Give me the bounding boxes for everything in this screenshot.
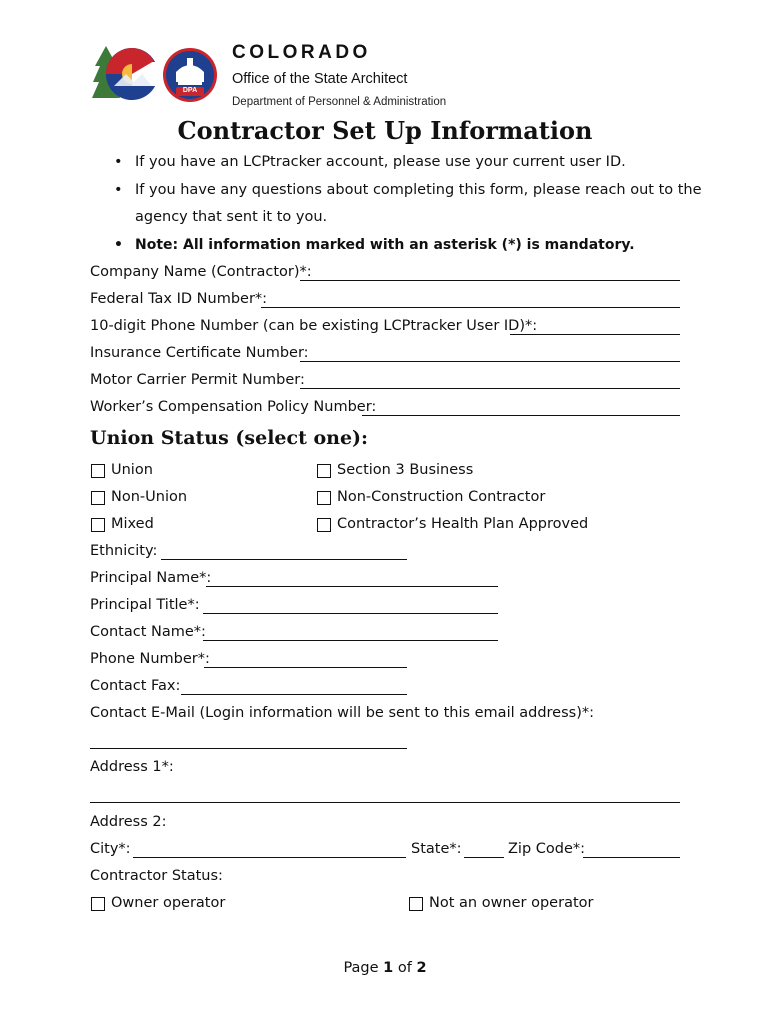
- insurance-field[interactable]: [300, 361, 680, 362]
- motor-carrier-field[interactable]: [300, 388, 680, 389]
- address1-label: Address 1*:: [90, 759, 174, 775]
- field-tax-id-label: Federal Tax ID Number*:: [90, 291, 268, 307]
- owner-operator-label: Owner operator: [111, 895, 226, 911]
- health-plan-checkbox[interactable]: [317, 518, 331, 532]
- logo-badge-text: DPA: [182, 87, 198, 94]
- zip-label: Zip Code*:: [508, 841, 586, 857]
- office-name: Office of the State Architect: [232, 71, 408, 87]
- address1-field[interactable]: [90, 802, 680, 803]
- not-owner-operator-checkbox[interactable]: [409, 897, 423, 911]
- page-current: 1: [383, 960, 394, 976]
- phone-number-field[interactable]: [204, 667, 407, 668]
- bullet-lcptracker: • If you have an LCPtracker account, please use your current user ID.: [135, 154, 626, 170]
- page-word: Page: [343, 960, 379, 976]
- phone-id-field[interactable]: [510, 334, 680, 335]
- section3-checkbox[interactable]: [317, 464, 331, 478]
- bullet-questions-cont: agency that sent it to you.: [135, 209, 328, 225]
- field-workers-comp-label: Worker’s Compensation Policy Number:: [90, 399, 377, 415]
- zip-field[interactable]: [583, 857, 680, 858]
- contact-fax-field[interactable]: [181, 694, 407, 695]
- union-checkbox[interactable]: [91, 464, 105, 478]
- non-construction-label: Non-Construction Contractor: [337, 489, 546, 505]
- contact-email-field[interactable]: [90, 748, 407, 749]
- owner-operator-checkbox[interactable]: [91, 897, 105, 911]
- bullet-questions: • If you have any questions about completing this form, please reach out to the: [135, 182, 702, 198]
- section3-label: Section 3 Business: [337, 462, 474, 478]
- city-label: City*:: [90, 841, 131, 857]
- field-motor-carrier-label: Motor Carrier Permit Number:: [90, 372, 305, 388]
- contact-name-field[interactable]: [203, 640, 498, 641]
- union-label: Union: [111, 462, 153, 478]
- city-field[interactable]: [133, 857, 406, 858]
- department-name: Department of Personnel & Administration: [232, 96, 447, 108]
- page-title: Contractor Set Up Information: [177, 116, 593, 145]
- ethnicity-label: Ethnicity:: [90, 543, 158, 559]
- contractor-status-label: Contractor Status:: [90, 868, 223, 884]
- field-company-name-label: Company Name (Contractor)*:: [90, 264, 312, 280]
- contact-email-label: Contact E-Mail (Login information will be sent to this email address)*:: [90, 705, 594, 721]
- of-word: of: [397, 960, 412, 976]
- page-number: [0, 960, 770, 976]
- colorado-logo-icon: [92, 44, 222, 106]
- contact-name-label: Contact Name*:: [90, 624, 206, 640]
- page-total: 2: [416, 960, 427, 976]
- workers-comp-field[interactable]: [362, 415, 680, 416]
- principal-title-label: Principal Title*:: [90, 597, 200, 613]
- bullet-note: • Note: All information marked with an asterisk (*) is mandatory.: [135, 237, 635, 253]
- state-field[interactable]: [464, 857, 504, 858]
- state-label: State*:: [411, 841, 462, 857]
- principal-name-field[interactable]: [206, 586, 498, 587]
- ethnicity-field[interactable]: [161, 559, 407, 560]
- mixed-label: Mixed: [111, 516, 154, 532]
- field-insurance-label: Insurance Certificate Number:: [90, 345, 309, 361]
- non-union-label: Non-Union: [111, 489, 188, 505]
- non-construction-checkbox[interactable]: [317, 491, 331, 505]
- union-status-heading: Union Status (select one):: [90, 427, 369, 449]
- principal-name-label: Principal Name*:: [90, 570, 212, 586]
- tax-id-field[interactable]: [261, 307, 680, 308]
- org-name: COLORADO: [232, 42, 371, 63]
- address2-label: Address 2:: [90, 814, 167, 830]
- mixed-checkbox[interactable]: [91, 518, 105, 532]
- health-plan-label: Contractor’s Health Plan Approved: [337, 516, 589, 532]
- company-name-field[interactable]: [300, 280, 680, 281]
- contact-fax-label: Contact Fax:: [90, 678, 181, 694]
- not-owner-operator-label: Not an owner operator: [429, 895, 594, 911]
- colorado-logo: [92, 44, 222, 106]
- non-union-checkbox[interactable]: [91, 491, 105, 505]
- phone-number-label: Phone Number*:: [90, 651, 210, 667]
- field-phone-label: 10-digit Phone Number (can be existing LCPtracker User ID)*:: [90, 318, 538, 334]
- principal-title-field[interactable]: [203, 613, 498, 614]
